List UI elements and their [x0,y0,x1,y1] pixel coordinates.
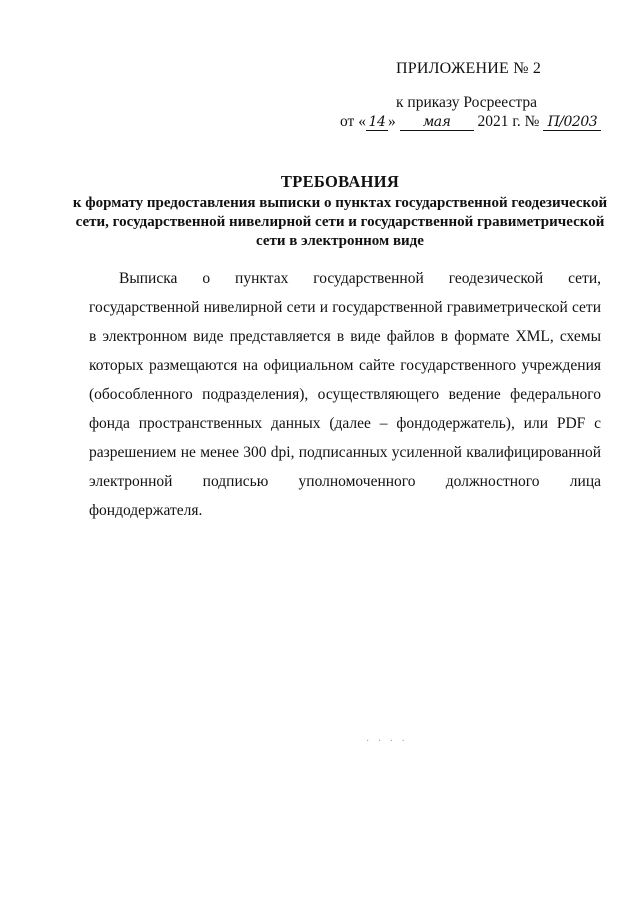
year-number-label: 2021 г. № [477,113,540,130]
document-subtitle: к формату предоставления выписки о пунктах государственной геодезической сети, государственной нивелирной сети и государственной гравиметрической сети в электронном виде [72,195,608,249]
handwritten-month: мая [400,115,474,131]
order-date-line [340,113,601,131]
appendix-label: ПРИЛОЖЕНИЕ № 2 [396,60,542,77]
date-close: » [387,113,396,130]
date-prefix: от « [340,113,366,130]
order-reference: к приказу Росреестра [396,94,537,111]
document-heading [60,172,620,251]
faint-mark: · · · · [366,736,408,747]
handwritten-day: 14 [366,115,388,131]
handwritten-order-number: П/0203 [543,115,601,131]
body-paragraph: Выписка о пунктах государственной геодезической сети, государственной нивелирной сети и государственной гравиметрической сети в электронном виде представляется в виде файлов в формате XML, схемы которых размещаются на официальном сайте государственного учреждения (обособленного подразделения), осуществляющего ведение федерального фонда пространственных данных (далее – фондодержатель), или PDF с разрешением не менее 300 dpi, подписанных усиленной квалифицированной электронной подписью уполномоченного должностного лица фондодержателя. [89,270,601,519]
document-title: ТРЕБОВАНИЯ [280,172,400,191]
